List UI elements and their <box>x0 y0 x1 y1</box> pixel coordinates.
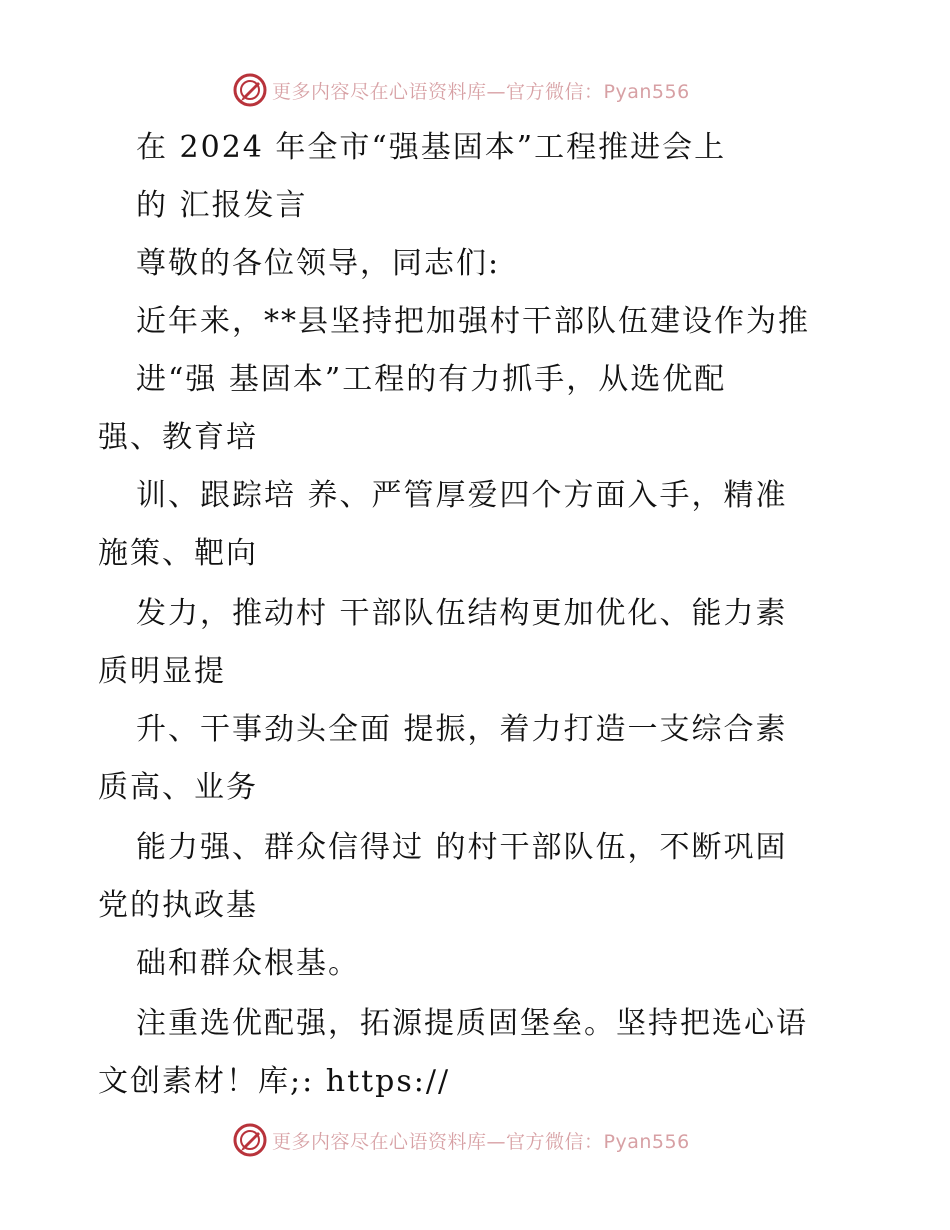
body-line: 质明显提 <box>98 654 226 689</box>
document-title-line-2: 的 汇报发言 <box>136 188 308 223</box>
body-line: 训、跟踪培 养、严管厚爱四个方面入手，精准 <box>136 478 788 513</box>
body-line: 文创素材！库;: https:// <box>98 1064 451 1099</box>
body-line: 发力，推动村 干部队伍结构更加优化、能力素 <box>136 596 788 631</box>
brand-logo-icon <box>232 1122 268 1158</box>
body-line: 施策、靶向 <box>98 536 258 571</box>
footer-banner <box>232 1122 690 1158</box>
header-banner-text: 更多内容尽在心语资料库—官方微信：Pyan556 <box>272 80 690 103</box>
footer-banner-text: 更多内容尽在心语资料库—官方微信：Pyan556 <box>272 1130 690 1153</box>
body-line: 质高、业务 <box>98 770 258 805</box>
salutation: 尊敬的各位领导，同志们: <box>136 246 501 281</box>
body-line: 党的执政基 <box>98 888 258 923</box>
body-line: 能力强、群众信得过 的村干部队伍，不断巩固 <box>136 830 788 865</box>
body-line: 注重选优配强，拓源提质固堡垒。坚持把选心语 <box>136 1006 808 1041</box>
brand-logo-icon <box>232 72 268 108</box>
body-line: 近年来，**县坚持把加强村干部队伍建设作为推 <box>136 304 810 339</box>
header-banner <box>232 72 690 108</box>
body-line: 进“强 基固本”工程的有力抓手，从选优配 <box>136 362 727 397</box>
body-line: 础和群众根基。 <box>136 946 360 981</box>
body-line: 强、教育培 <box>98 420 258 455</box>
document-title-line-1: 在 2024 年全市“强基固本”工程推进会上 <box>136 130 727 165</box>
body-line: 升、干事劲头全面 提振，着力打造一支综合素 <box>136 712 788 747</box>
